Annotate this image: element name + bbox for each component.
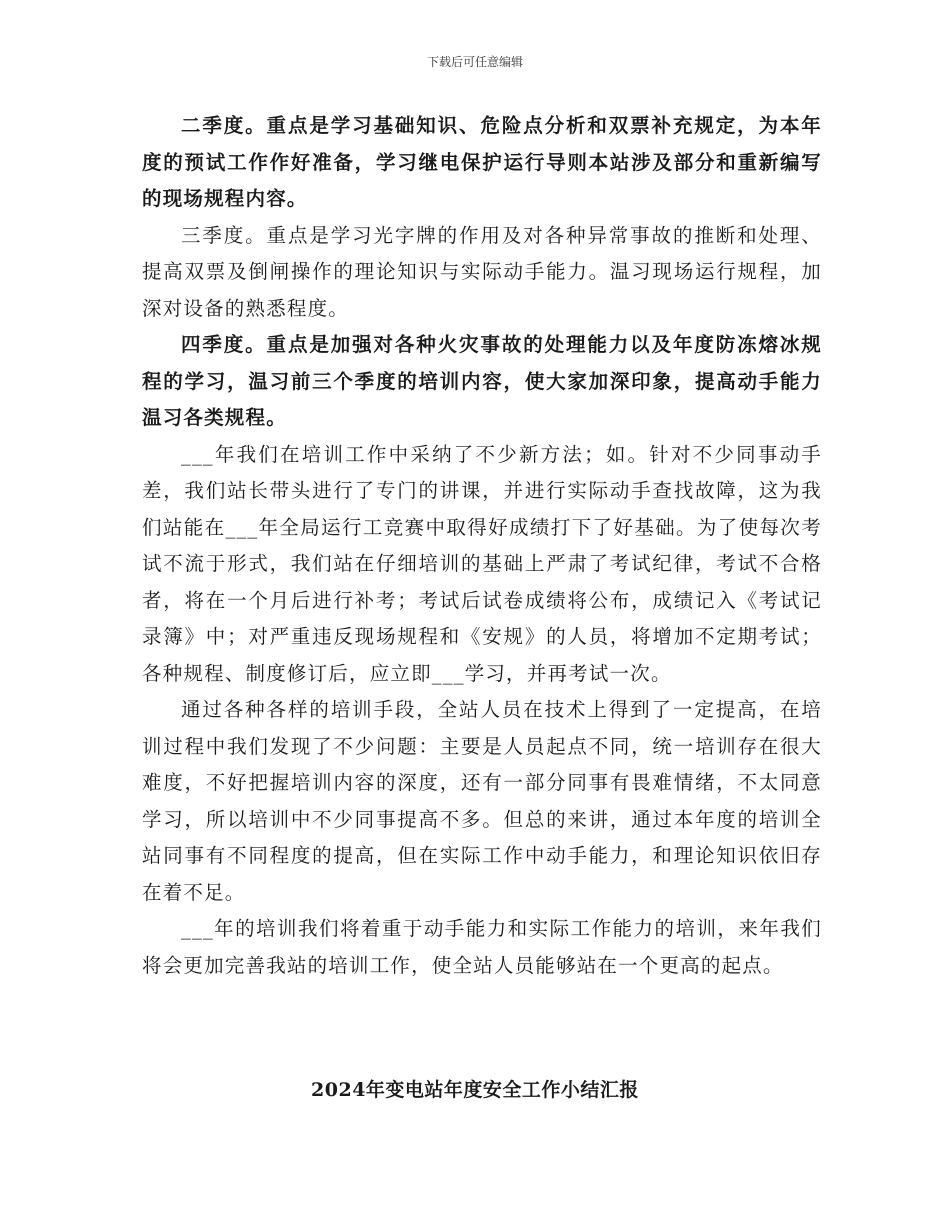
paragraph-q3: 三季度。重点是学习光字牌的作用及对各种异常事故的推断和处理、提高双票及倒闸操作的理论知识与实际动手能力。温习现场运行规程，加深对设备的熟悉程度。	[142, 223, 822, 320]
paragraph-methods: ___年我们在培训工作中采纳了不少新方法；如。针对不少同事动手差，我们站长带头进行了专门的讲课，并进行实际动手查找故障，这为我们站能在___年全局运行工竞赛中取得好成绩打下了好基础。为了使每次考试不流于形式，我们站在仔细培训的基础上严肃了考试纪律，考试不合格者，将在一个月后进行补考；考试后试卷成绩将公布，成绩记入《考试记录簿》中；对严重违反现场规程和《安规》的人员，将增加不定期考试；各种规程、制度修订后，应立即___学习，并再考试一次。	[142, 442, 822, 685]
paragraph-q2: 二季度。重点是学习基础知识、危险点分析和双票补充规定，为本年度的预试工作作好准备，学习继电保护运行导则本站涉及部分和重新编写的现场规程内容。	[142, 114, 822, 210]
section-title: 2024年变电站年度安全工作小结汇报	[311, 1079, 639, 1101]
paragraph-results: 通过各种各样的培训手段，全站人员在技术上得到了一定提高，在培训过程中我们发现了不少问题：主要是人员起点不同，统一培训存在很大难度，不好把握培训内容的深度，还有一部分同事有畏难情绪，不太同意学习，所以培训中不少同事提高不多。但总的来讲，通过本年度的培训全站同事有不同程度的提高，但在实际工作中动手能力，和理论知识依旧存在着不足。	[142, 698, 822, 904]
paragraph-q4: 四季度。重点是加强对各种火灾事故的处理能力以及年度防冻熔冰规程的学习，温习前三个季度的培训内容，使大家加深印象，提高动手能力温习各类规程。	[142, 333, 822, 429]
document-body	[142, 108, 822, 984]
page-header: 下载后可任意编辑	[426, 55, 523, 69]
paragraph-next-year: ___年的培训我们将着重于动手能力和实际工作能力的培训，来年我们将会更加完善我站的培训工作，使全站人员能够站在一个更高的起点。	[142, 917, 822, 977]
